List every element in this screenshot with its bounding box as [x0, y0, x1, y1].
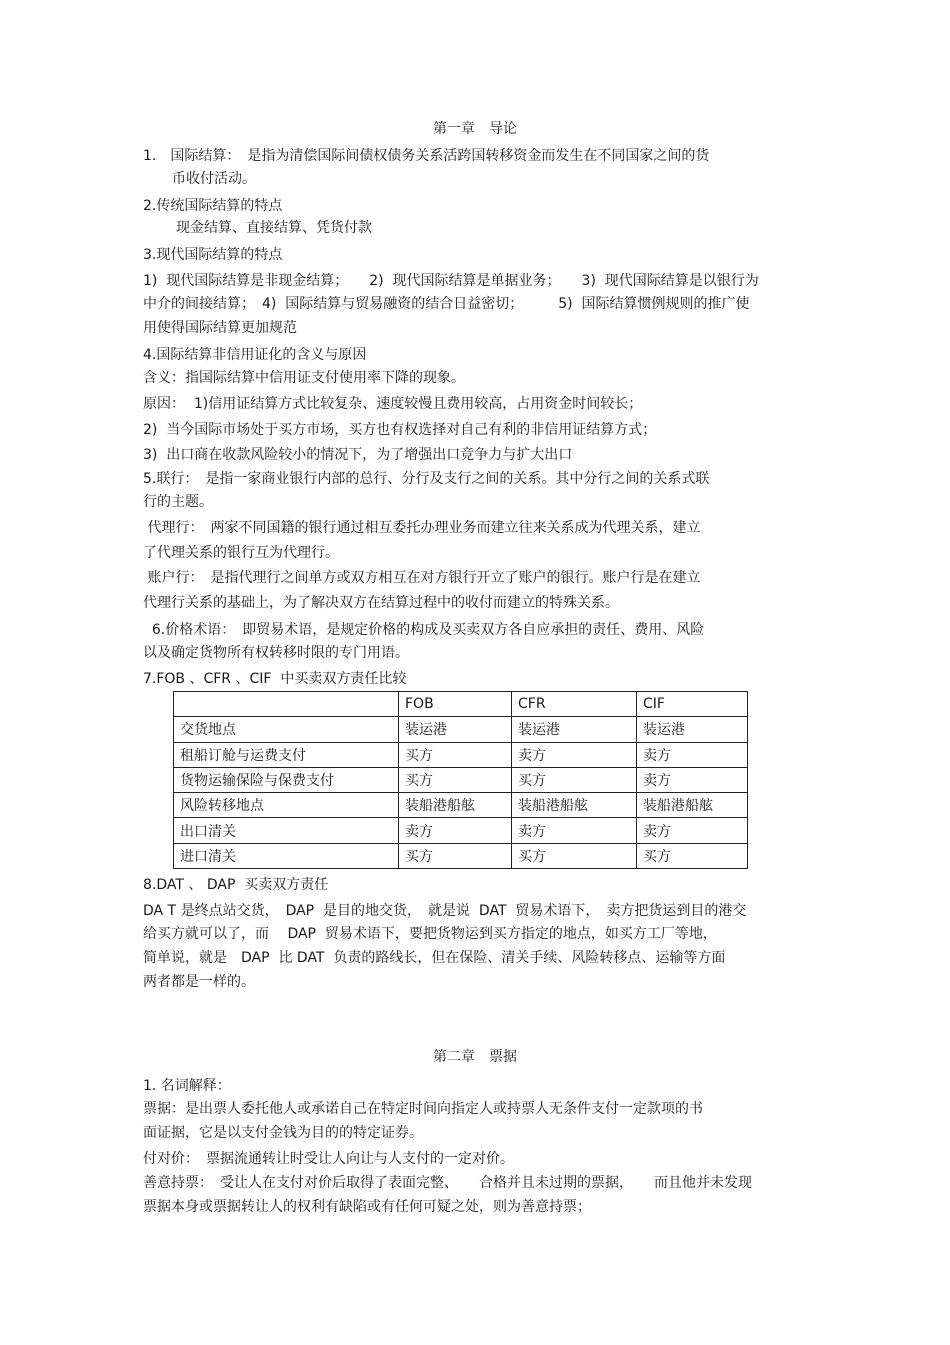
table-cell: 买方: [399, 767, 512, 792]
text-line: 用使得国际结算更加规范: [143, 320, 297, 336]
text-line: 以及确定货物所有权转移时限的专门用语。: [143, 645, 409, 661]
table-row: [174, 717, 748, 742]
text-line: 面证据，它是以支付金钱为目的的特定证券。: [143, 1125, 423, 1141]
chapter-2-title: 第二章 票据: [433, 1049, 517, 1065]
table-header-cell: CIF: [637, 692, 748, 717]
text-line: 付对价： 票据流通转让时受让人向让与人支付的一定对价。: [143, 1151, 514, 1167]
table-cell: 装船港船舷: [399, 793, 512, 818]
table-cell: 卖方: [512, 742, 637, 767]
table-header-cell: FOB: [399, 692, 512, 717]
text-line: 了代理关系的银行互为代理行。: [143, 545, 339, 561]
table-header-cell: [174, 692, 399, 717]
table-cell: 出口清关: [174, 818, 399, 843]
text-line: 票据：是出票人委托他人或承诺自己在特定时间向指定人或持票人无条件支付一定款项的书: [143, 1101, 703, 1117]
section-heading: 8.DAT 、 DAP 买卖双方责任: [143, 877, 329, 893]
table-cell: 装运港: [637, 717, 748, 742]
table-cell: 交货地点: [174, 717, 399, 742]
table-row: [174, 793, 748, 818]
table-cell: 卖方: [637, 767, 748, 792]
table-cell: 货物运输保险与保费支付: [174, 767, 399, 792]
table-cell: 卖方: [399, 818, 512, 843]
text-line: 两者都是一样的。: [143, 974, 255, 990]
table-cell: 装船港船舷: [637, 793, 748, 818]
text-line: 2) 当今国际市场处于买方市场，买方也有权选择对自己有利的非信用证结算方式；: [143, 422, 657, 438]
text-line: 含义：指国际结算中信用证支付使用率下降的现象。: [143, 370, 465, 386]
table-header-row: [174, 692, 748, 717]
table-cell: 卖方: [637, 742, 748, 767]
text-line: 代理行关系的基础上，为了解决双方在结算过程中的收付而建立的特殊关系。: [143, 595, 619, 611]
table-cell: 买方: [637, 843, 748, 868]
section-heading: 3.现代国际结算的特点: [143, 247, 283, 263]
text-line: 币收付活动。: [172, 171, 256, 187]
text-line: 善意持票： 受让人在支付对价后取得了表面完整、 合格并且未过期的票据， 而且他并未发现: [143, 1175, 752, 1191]
section-heading: 7.FOB 、CFR 、CIF 中买卖双方责任比较: [143, 671, 407, 687]
table-cell: 买方: [399, 843, 512, 868]
text-line: 1. 国际结算： 是指为清偿国际间债权债务关系活跨国转移资金而发生在不同国家之间的货: [143, 148, 710, 164]
text-line: 账户行： 是指代理行之间单方或双方相互在对方银行开立了账户的银行。账户行是在建立: [143, 570, 701, 586]
text-line: 中介的间接结算； 4) 国际结算与贸易融资的结合日益密切； 5) 国际结算惯例规则的推广使: [143, 296, 750, 312]
table-cell: 进口清关: [174, 843, 399, 868]
fob-cfr-cif-table: [173, 691, 748, 869]
chapter-1-title: 第一章 导论: [433, 121, 517, 137]
text-line: 票据本身或票据转让人的权利有缺陷或有任何可疑之处，则为善意持票；: [143, 1199, 591, 1215]
text-line: 现金结算、直接结算、凭货付款: [176, 220, 372, 236]
section-heading: 2.传统国际结算的特点: [143, 198, 283, 214]
table-cell: 装运港: [399, 717, 512, 742]
text-line: 1) 现代国际结算是非现金结算； 2) 现代国际结算是单据业务； 3) 现代国际结算是以银行为: [143, 273, 759, 289]
table-row: [174, 843, 748, 868]
text-line: DA T 是终点站交货， DAP 是目的地交货， 就是说 DAT 贸易术语下， 卖方把货运到目的港交: [143, 903, 747, 919]
table-header-cell: CFR: [512, 692, 637, 717]
table-cell: 租船订舱与运费支付: [174, 742, 399, 767]
table-cell: 买方: [399, 742, 512, 767]
text-line: 给买方就可以了，而 DAP 贸易术语下，要把货物运到买方指定的地点，如买方工厂等地，: [143, 926, 717, 942]
text-line: 原因： 1)信用证结算方式比较复杂、速度较慢且费用较高，占用资金时间较长；: [143, 396, 643, 412]
table-cell: 装运港: [512, 717, 637, 742]
table-cell: 买方: [512, 767, 637, 792]
table-row: [174, 767, 748, 792]
text-line: 代理行： 两家不同国籍的银行通过相互委托办理业务而建立往来关系成为代理关系，建立: [143, 520, 701, 536]
text-line: 简单说，就是 DAP 比 DAT 负责的路线长，但在保险、清关手续、风险转移点、运输等方面: [143, 950, 726, 966]
text-line: 行的主题。: [143, 494, 213, 510]
section-heading: 1. 名词解释：: [143, 1078, 231, 1094]
table-row: [174, 742, 748, 767]
section-heading: 4.国际结算非信用证化的含义与原因: [143, 347, 367, 363]
table-cell: 买方: [512, 843, 637, 868]
table-cell: 风险转移地点: [174, 793, 399, 818]
table-cell: 卖方: [637, 818, 748, 843]
text-line: 5.联行： 是指一家商业银行内部的总行、分行及支行之间的关系。其中分行之间的关系式联: [143, 471, 710, 487]
text-line: 3) 出口商在收款风险较小的情况下，为了增强出口竞争力与扩大出口: [143, 447, 573, 463]
table-row: [174, 818, 748, 843]
table-cell: 卖方: [512, 818, 637, 843]
text-line: 6.价格术语： 即贸易术语，是规定价格的构成及买卖双方各自应承担的责任、费用、风险: [143, 622, 705, 638]
table-cell: 装船港船舷: [512, 793, 637, 818]
